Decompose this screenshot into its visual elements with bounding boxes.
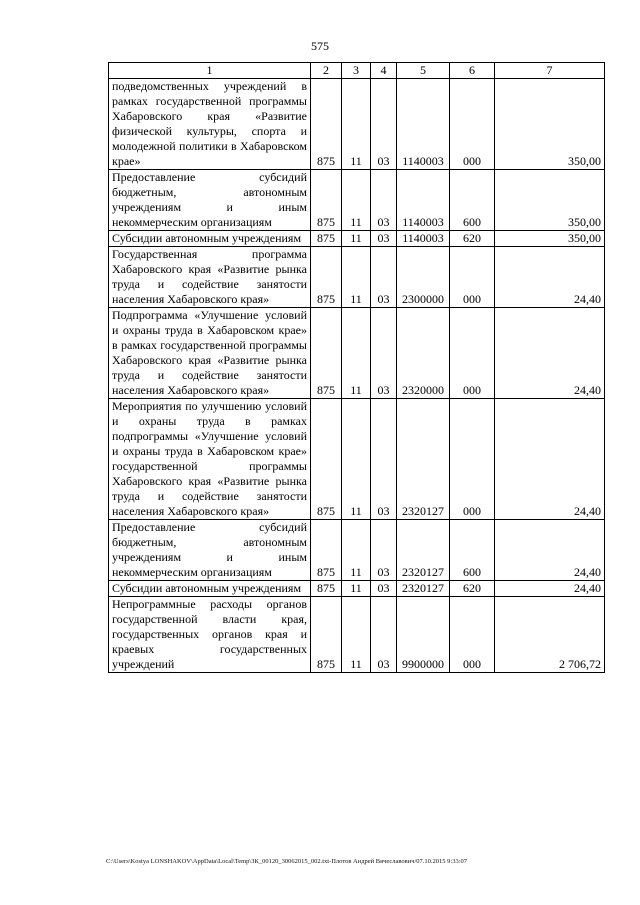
file-path-footer: C:\Users\Kostya LONSHAKOV\AppData\Local\Temp\ЗК_00120_30062015_002.txt-Плотов Андрей Вячеславович/07.10.2015 9:33:07	[106, 858, 468, 865]
table-header-row	[109, 63, 605, 79]
podrazdel-cell: 03	[371, 247, 397, 308]
row-description: Государственная программа Хабаровского края «Развитие рынка труда и содействие занятости населения Хабаровского края»	[109, 247, 311, 308]
header-cell: 6	[450, 63, 495, 79]
table-row	[109, 170, 605, 231]
table-row	[109, 79, 605, 170]
razdel-cell: 11	[342, 308, 371, 399]
vr-cell: 620	[450, 231, 495, 247]
header-cell: 4	[371, 63, 397, 79]
row-description: Предоставление субсидий бюджетным, автономным учреждениям и иным некоммерческим организациям	[109, 520, 311, 581]
sum-cell: 24,40	[495, 520, 605, 581]
podrazdel-cell: 03	[371, 399, 397, 520]
header-cell: 3	[342, 63, 371, 79]
row-description: подведомственных учреждений в рамках государственной программы Хабаровского края «Развитие физической культуры, спорта и молодежной политики в Хабаровском крае»	[109, 79, 311, 170]
ved-cell: 875	[311, 399, 342, 520]
sum-cell: 350,00	[495, 231, 605, 247]
vr-cell: 000	[450, 597, 495, 673]
podrazdel-cell: 03	[371, 597, 397, 673]
ved-cell: 875	[311, 597, 342, 673]
sum-cell: 350,00	[495, 170, 605, 231]
page-number: 575	[311, 39, 329, 53]
csr-cell: 2320127	[397, 581, 450, 597]
sum-cell: 24,40	[495, 581, 605, 597]
table-row	[109, 581, 605, 597]
razdel-cell: 11	[342, 520, 371, 581]
row-description: Непрограммные расходы органов государственной власти края, государственных органов края и краевых государственных учреждений	[109, 597, 311, 673]
table-row	[109, 520, 605, 581]
vr-cell: 000	[450, 399, 495, 520]
header-cell: 2	[311, 63, 342, 79]
podrazdel-cell: 03	[371, 520, 397, 581]
vr-cell: 000	[450, 247, 495, 308]
vr-cell: 620	[450, 581, 495, 597]
vr-cell: 000	[450, 308, 495, 399]
sum-cell: 2 706,72	[495, 597, 605, 673]
row-description: Подпрограмма «Улучшение условий и охраны труда в Хабаровском крае» в рамках государственной программы Хабаровского края «Развитие рынка труда и содействие занятости населения Хабаровского края»	[109, 308, 311, 399]
ved-cell: 875	[311, 520, 342, 581]
header-cell: 7	[495, 63, 605, 79]
razdel-cell: 11	[342, 170, 371, 231]
ved-cell: 875	[311, 581, 342, 597]
ved-cell: 875	[311, 170, 342, 231]
sum-cell: 350,00	[495, 79, 605, 170]
podrazdel-cell: 03	[371, 79, 397, 170]
razdel-cell: 11	[342, 399, 371, 520]
csr-cell: 2300000	[397, 247, 450, 308]
csr-cell: 9900000	[397, 597, 450, 673]
vr-cell: 600	[450, 520, 495, 581]
row-description: Субсидии автономным учреждениям	[109, 581, 311, 597]
ved-cell: 875	[311, 308, 342, 399]
header-cell: 1	[109, 63, 311, 79]
ved-cell: 875	[311, 79, 342, 170]
podrazdel-cell: 03	[371, 170, 397, 231]
table-row	[109, 247, 605, 308]
podrazdel-cell: 03	[371, 308, 397, 399]
table-row	[109, 597, 605, 673]
razdel-cell: 11	[342, 79, 371, 170]
vr-cell: 000	[450, 79, 495, 170]
sum-cell: 24,40	[495, 399, 605, 520]
razdel-cell: 11	[342, 231, 371, 247]
csr-cell: 2320127	[397, 399, 450, 520]
razdel-cell: 11	[342, 247, 371, 308]
table-row	[109, 399, 605, 520]
row-description: Мероприятия по улучшению условий и охраны труда в рамках подпрограммы «Улучшение условий и охраны труда в Хабаровском крае» государственной программы Хабаровского края «Развитие рынка труда и содействие занятости населения Хабаровского края»	[109, 399, 311, 520]
podrazdel-cell: 03	[371, 581, 397, 597]
csr-cell: 2320127	[397, 520, 450, 581]
razdel-cell: 11	[342, 597, 371, 673]
sum-cell: 24,40	[495, 247, 605, 308]
row-description: Субсидии автономным учреждениям	[109, 231, 311, 247]
table-row	[109, 308, 605, 399]
podrazdel-cell: 03	[371, 231, 397, 247]
table-row	[109, 231, 605, 247]
header-cell: 5	[397, 63, 450, 79]
budget-table	[108, 62, 605, 673]
ved-cell: 875	[311, 231, 342, 247]
razdel-cell: 11	[342, 581, 371, 597]
row-description: Предоставление субсидий бюджетным, автономным учреждениям и иным некоммерческим организациям	[109, 170, 311, 231]
sum-cell: 24,40	[495, 308, 605, 399]
csr-cell: 1140003	[397, 79, 450, 170]
csr-cell: 2320000	[397, 308, 450, 399]
vr-cell: 600	[450, 170, 495, 231]
csr-cell: 1140003	[397, 170, 450, 231]
csr-cell: 1140003	[397, 231, 450, 247]
ved-cell: 875	[311, 247, 342, 308]
